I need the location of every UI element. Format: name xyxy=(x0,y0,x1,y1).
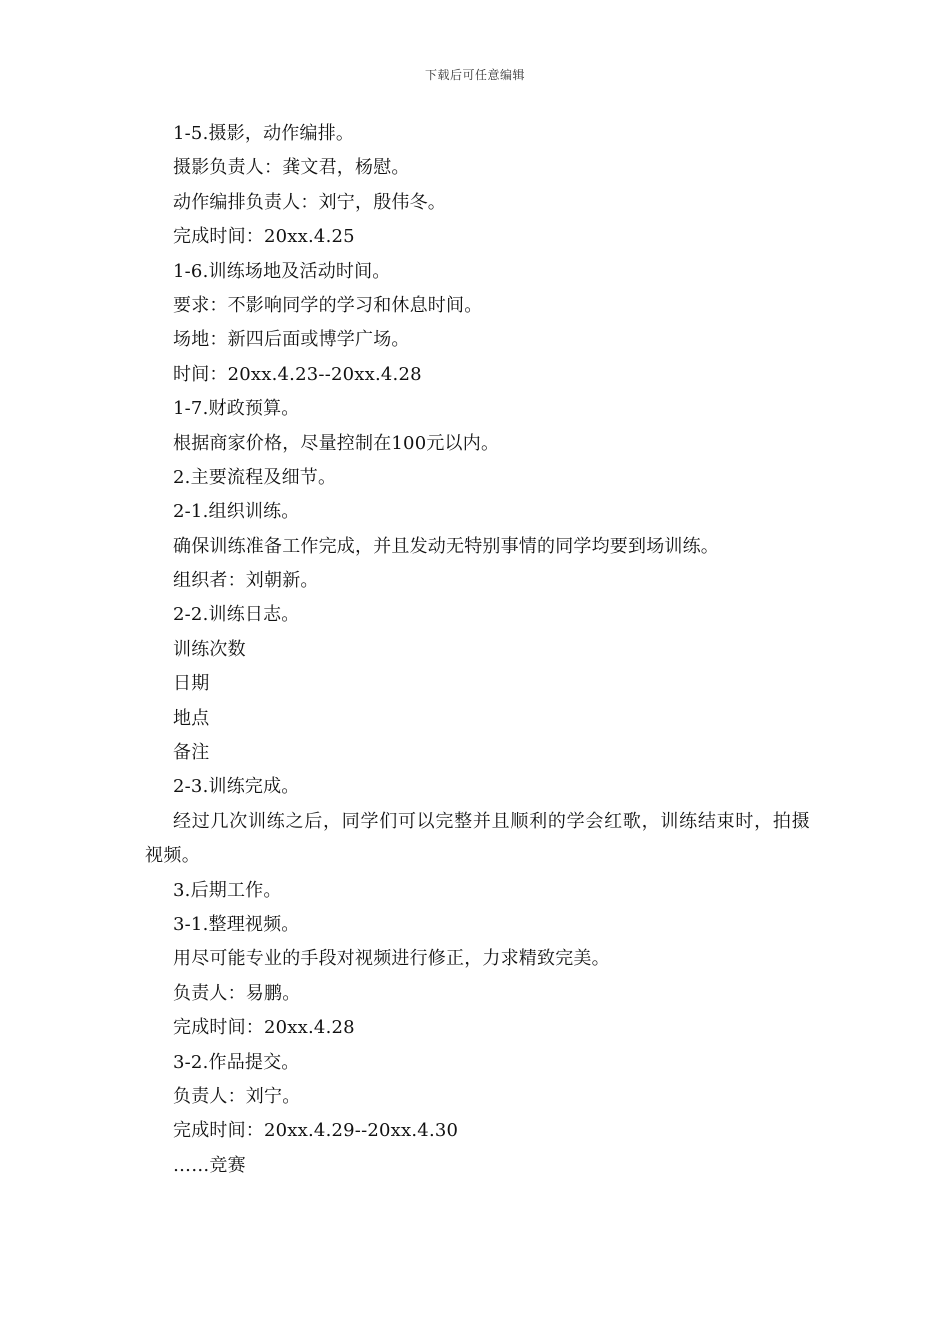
log-field-location: 地点 xyxy=(173,707,210,729)
video-owner-line: 负责人：易鹏。 xyxy=(173,982,301,1004)
photography-owner: 摄影负责人：龚文君，杨慰。 xyxy=(173,157,410,179)
log-field-date: 日期 xyxy=(173,673,210,695)
document-body xyxy=(145,117,810,1183)
section-2-1-title: 2-1.组织训练。 xyxy=(173,501,300,523)
submission-owner-line: 负责人：刘宁。 xyxy=(173,1085,301,1107)
budget-line: 根据商家价格，尽量控制在100元以内。 xyxy=(173,432,500,454)
video-completion-time: 完成时间：20xx.4.28 xyxy=(173,1017,355,1039)
log-field-notes: 备注 xyxy=(173,742,210,764)
log-field-count: 训练次数 xyxy=(173,638,246,660)
section-3-2-title: 3-2.作品提交。 xyxy=(173,1051,300,1073)
competition-line: ……竞赛 xyxy=(173,1154,246,1176)
section-2-3-title: 2-3.训练完成。 xyxy=(173,776,300,798)
video-edit-line: 用尽可能专业的手段对视频进行修正，力求精致完美。 xyxy=(173,948,610,970)
time-line: 时间：20xx.4.23--20xx.4.28 xyxy=(173,363,422,385)
section-3-1-title: 3-1.整理视频。 xyxy=(173,914,300,936)
page-header-note: 下载后可任意编辑 xyxy=(424,68,525,82)
section-2-2-title: 2-2.训练日志。 xyxy=(173,604,300,626)
venue-line: 场地：新四后面或博学广场。 xyxy=(173,329,410,351)
requirement-line: 要求：不影响同学的学习和休息时间。 xyxy=(173,294,483,316)
training-prep-line: 确保训练准备工作完成，并且发动无特别事情的同学均要到场训练。 xyxy=(173,535,719,557)
organizer-line: 组织者：刘朝新。 xyxy=(173,570,319,592)
section-1-6-title: 1-6.训练场地及活动时间。 xyxy=(173,260,391,282)
submission-completion-time: 完成时间：20xx.4.29--20xx.4.30 xyxy=(173,1120,459,1142)
section-1-7-title: 1-7.财政预算。 xyxy=(173,398,300,420)
section-1-5-title: 1-5.摄影，动作编排。 xyxy=(173,123,355,144)
section-2-title: 2.主要流程及细节。 xyxy=(173,466,337,488)
training-complete-paragraph: 经过几次训练之后，同学们可以完整并且顺利的学会红歌，训练结束时，拍摄视频。 xyxy=(145,810,810,867)
completion-time: 完成时间：20xx.4.25 xyxy=(173,226,355,248)
section-3-title: 3.后期工作。 xyxy=(173,879,282,901)
choreography-owner: 动作编排负责人：刘宁，殷伟冬。 xyxy=(173,191,446,213)
